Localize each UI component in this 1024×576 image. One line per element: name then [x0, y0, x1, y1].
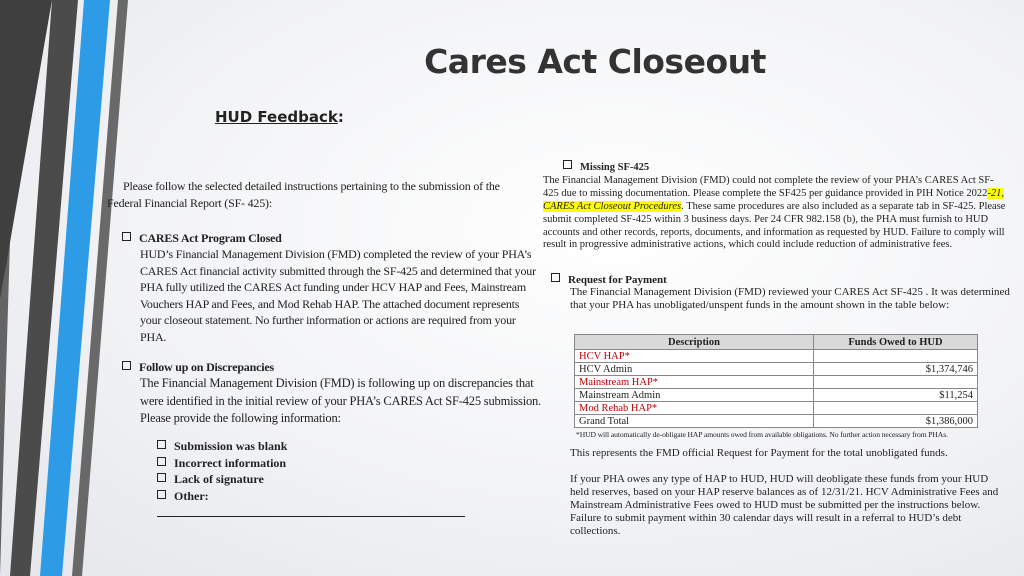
missing-heading: [543, 160, 1008, 175]
program-closed-heading: [122, 231, 542, 246]
section-subtitle: [215, 108, 344, 126]
list-item: Incorrect information: [157, 455, 517, 472]
description-cell: Mod Rehab HAP*: [575, 402, 814, 415]
checkbox-icon: [157, 457, 166, 466]
request-payment-body: The Financial Management Division (FMD) reviewed your CARES Act SF-425 . It was determined that your PHA has unobligated/unspent funds in the amount shown in the table below:: [570, 286, 1010, 311]
description-cell: Mainstream HAP*: [575, 376, 814, 389]
list-item: Lack of signature: [157, 471, 517, 488]
page-title: Cares Act Closeout: [424, 42, 766, 81]
discrepancies-body: The Financial Management Division (FMD) is following up on discrepancies that were identified in the initial review of your PHA’s CARES Act SF-425 submission. Please provide the following information:: [140, 376, 541, 425]
subtitle-label: HUD Feedback: [215, 108, 338, 126]
table-row: [575, 376, 978, 389]
highlighted-notice: -21, CARES Act Closeout Procedures: [543, 187, 1005, 212]
checkbox-icon: [563, 160, 572, 169]
amount-cell: $1,386,000: [814, 415, 978, 428]
description-cell: HCV Admin: [575, 363, 814, 376]
decorative-stripes: [0, 0, 140, 576]
checkbox-icon: [122, 361, 131, 370]
checkbox-icon: [122, 232, 131, 241]
column-header: Funds Owed to HUD: [814, 335, 978, 350]
represents-text: This represents the FMD official Request for Payment for the total unobligated funds.: [570, 447, 948, 459]
table-row: [575, 389, 978, 402]
discrepancies-title: Follow up on Discrepancies: [139, 360, 274, 374]
missing-title: Missing SF-425: [580, 162, 650, 173]
missing-sf425-section: [543, 160, 1008, 252]
table-row: [575, 402, 978, 415]
checkbox-icon: [157, 473, 166, 482]
discrepancies-section: [122, 360, 542, 428]
table-row: [575, 350, 978, 363]
program-closed-section: [122, 231, 542, 345]
subtitle-suffix: :: [337, 108, 344, 126]
checkbox-icon: [157, 440, 166, 449]
request-payment-title: Request for Payment: [568, 274, 667, 286]
missing-body: The Financial Management Division (FMD) could not complete the review of your PHA’s CARES Act SF-425 due to missing documentation. Please complete the SF425 per guidance provided in PIH Notice 2022-21, CARES Act Closeout Procedures. These same procedures are also included as a separate tab in SF-425. Please submit completed SF-425 within 3 business days. Per 24 CFR 982.158 (b), the PHA must furnish to HUD accounts and other records, reports, documents, and information as requested by HUD. Failure to comply will result in progressive administrative actions, which could include reduction of administrative fees.: [543, 174, 1006, 251]
request-payment-section: [551, 273, 1011, 312]
discrepancy-checklist: [157, 438, 517, 521]
checkbox-icon: [551, 273, 560, 282]
owes-text: If your PHA owes any type of HAP to HUD, HUD will deobligate these funds from your HUD held reserves, based on your HAP reserve balances as of 12/31/21. HCV Administrative Fees and Mainstream Administrative Fees owed to HUD must be submitted per the instructions below. Failure to submit payment within 30 calendar days will result in a referral to HUD’s debt collections.: [570, 473, 999, 537]
table-header-row: [575, 335, 978, 350]
description-cell: Grand Total: [575, 415, 814, 428]
amount-cell: $1,374,746: [814, 363, 978, 376]
amount-cell: [814, 402, 978, 415]
program-closed-title: CARES Act Program Closed: [139, 231, 282, 245]
program-closed-body: HUD’s Financial Management Division (FMD) completed the review of your PHA’s CARES Act financial activity submitted through the SF-425 and determined that your PHA fully utilized the CARES Act funding under HCV HAP and Fees, Mainstream Vouchers HAP and Fees, and Mod Rehab HAP. The attached document represents your closeout statement. No further information or actions are required from your PHA.: [140, 247, 536, 344]
table-row: [575, 363, 978, 376]
other-blank-line: [157, 516, 465, 517]
discrepancies-heading: [122, 360, 542, 375]
list-item: Submission was blank: [157, 438, 517, 455]
request-payment-heading: [551, 273, 1011, 286]
intro-text: Please follow the selected detailed instructions pertaining to the submission of the Federal Financial Report (SF- 425):: [107, 179, 500, 210]
table-footnote: *HUD will automatically de-obligate HAP amounts owed from available obligations. No further action necessary from PHAs.: [576, 430, 948, 439]
amount-cell: [814, 350, 978, 363]
checkbox-icon: [157, 490, 166, 499]
amount-cell: $11,254: [814, 389, 978, 402]
funds-table-body: [575, 350, 978, 428]
description-cell: Mainstream Admin: [575, 389, 814, 402]
amount-cell: [814, 376, 978, 389]
description-cell: HCV HAP*: [575, 350, 814, 363]
column-header: Description: [575, 335, 814, 350]
table-row: [575, 415, 978, 428]
funds-table: [574, 334, 978, 428]
list-item: Other:: [157, 488, 517, 521]
